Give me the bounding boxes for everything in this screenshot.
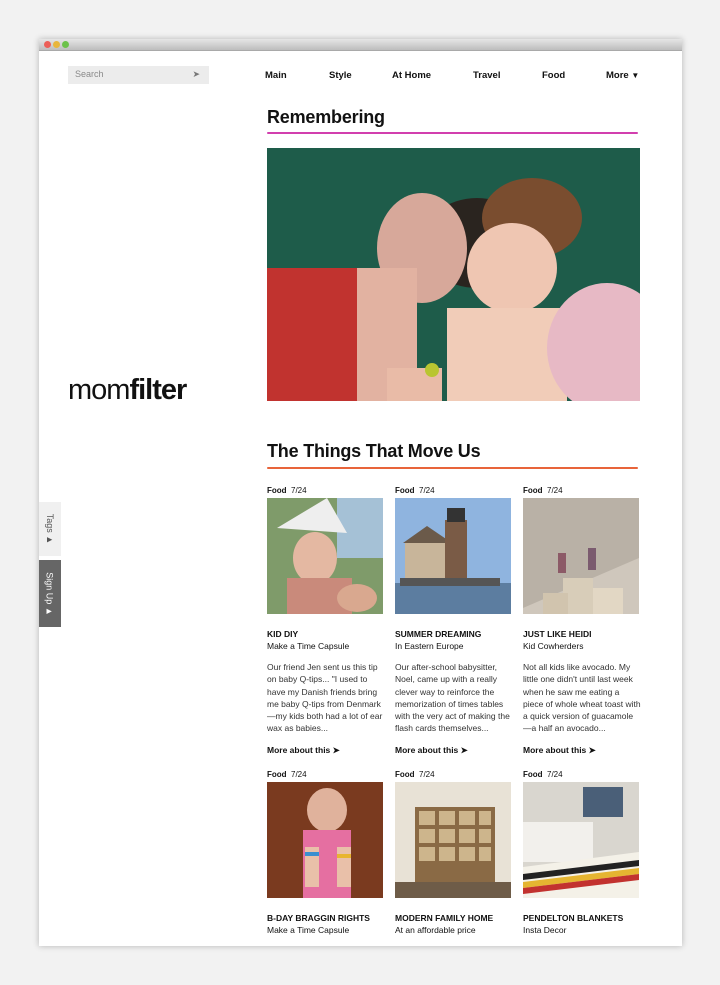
section-rule <box>267 467 638 469</box>
card-title[interactable]: MODERN FAMILY HOME <box>395 913 494 923</box>
card-subtitle: In Eastern Europe <box>395 641 464 651</box>
card-title[interactable]: SUMMER DREAMING <box>395 629 482 639</box>
close-window-icon[interactable] <box>44 41 51 48</box>
card-category[interactable]: Food <box>267 770 287 779</box>
lighthouse-photo[interactable] <box>395 498 511 614</box>
card-title[interactable]: JUST LIKE HEIDI <box>523 629 592 639</box>
girl-with-hat-photo[interactable] <box>267 498 383 614</box>
card-date: 7/24 <box>547 770 563 779</box>
arrow-right-icon: ➤ <box>588 744 596 755</box>
story-card[interactable] <box>395 486 513 756</box>
card-excerpt: Our friend Jen sent us this tip on baby Q-tips... "I used to have my Danish friends bring me baby Q-tips from Denmark—my kids both had a lot of ear wax as babies... <box>267 662 383 734</box>
sign-up-tab[interactable] <box>39 560 61 627</box>
zoom-window-icon[interactable] <box>62 41 69 48</box>
striped-blanket-photo[interactable] <box>523 782 639 898</box>
section-title-remembering: Remembering <box>267 107 385 127</box>
nav-more-label: More <box>606 70 629 81</box>
card-subtitle: Make a Time Capsule <box>267 641 350 651</box>
nav-main[interactable]: Main <box>265 70 287 81</box>
story-card[interactable] <box>395 770 513 935</box>
nav-style[interactable]: Style <box>329 70 352 81</box>
card-date: 7/24 <box>291 770 307 779</box>
card-subtitle: Kid Cowherders <box>523 641 584 651</box>
card-date: 7/24 <box>419 770 435 779</box>
more-link[interactable] <box>395 745 513 756</box>
tags-label: Tags <box>45 513 56 533</box>
bracelets-photo[interactable] <box>267 782 383 898</box>
card-category[interactable]: Food <box>395 770 415 779</box>
logo-part-2: filter <box>129 374 187 406</box>
more-link[interactable] <box>267 745 385 756</box>
card-title[interactable]: KID DIY <box>267 629 299 639</box>
nav-food[interactable]: Food <box>542 70 566 81</box>
more-label: More about this <box>267 744 331 755</box>
more-link[interactable] <box>523 745 641 756</box>
arrow-right-icon: ➤ <box>460 744 468 755</box>
card-category[interactable]: Food <box>523 770 543 779</box>
nav-at-home[interactable]: At Home <box>392 70 432 81</box>
more-label: More about this <box>523 744 587 755</box>
story-card[interactable] <box>267 486 385 756</box>
browser-window <box>39 39 682 946</box>
more-label: More about this <box>395 744 459 755</box>
mother-and-child-photo <box>267 148 640 401</box>
story-card[interactable] <box>267 770 385 935</box>
minimize-window-icon[interactable] <box>53 41 60 48</box>
card-subtitle: Insta Decor <box>523 925 567 935</box>
nav-travel[interactable]: Travel <box>473 70 501 81</box>
kids-on-blocks-photo[interactable] <box>523 498 639 614</box>
logo-part-1: mom <box>68 374 130 406</box>
section-title-things: The Things That Move Us <box>267 441 481 461</box>
card-category[interactable]: Food <box>523 486 543 495</box>
bookshelf-room-photo[interactable] <box>395 782 511 898</box>
card-subtitle: At an affordable price <box>395 925 476 935</box>
story-card[interactable] <box>523 486 641 756</box>
card-excerpt: Not all kids like avocado. My little one didn't until last week when he saw me eating a piece of whole wheat toast with a quick version of guacamole—a half an avocado... <box>523 662 641 734</box>
card-category[interactable]: Food <box>395 486 415 495</box>
section-rule <box>267 132 638 134</box>
card-subtitle: Make a Time Capsule <box>267 925 350 935</box>
expand-arrow-icon: ▲ <box>45 606 55 616</box>
search-placeholder: Search <box>75 69 104 79</box>
search-input[interactable] <box>68 66 209 84</box>
card-title[interactable]: PENDELTON BLANKETS <box>523 913 624 923</box>
card-date: 7/24 <box>291 486 307 495</box>
title-bar <box>39 39 682 51</box>
tags-tab[interactable] <box>39 502 61 556</box>
nav-more[interactable] <box>606 70 639 81</box>
expand-arrow-icon: ▲ <box>45 535 56 545</box>
arrow-right-icon[interactable]: ➤ <box>192 69 200 79</box>
card-date: 7/24 <box>419 486 435 495</box>
card-excerpt: Our after-school babysitter, Noel, came up with a really clever way to reinforce the memorization of times tables with the very act of making the flash cards themselves... <box>395 662 510 734</box>
site-logo[interactable] <box>68 374 186 407</box>
card-category[interactable]: Food <box>267 486 287 495</box>
arrow-right-icon: ➤ <box>332 744 340 755</box>
card-title[interactable]: B-DAY BRAGGIN RIGHTS <box>267 913 370 923</box>
card-date: 7/24 <box>547 486 563 495</box>
sign-up-label: Sign Up <box>45 571 55 604</box>
story-card[interactable] <box>523 770 641 935</box>
chevron-down-icon: ▼ <box>631 71 640 80</box>
hero-photo[interactable] <box>267 148 640 401</box>
